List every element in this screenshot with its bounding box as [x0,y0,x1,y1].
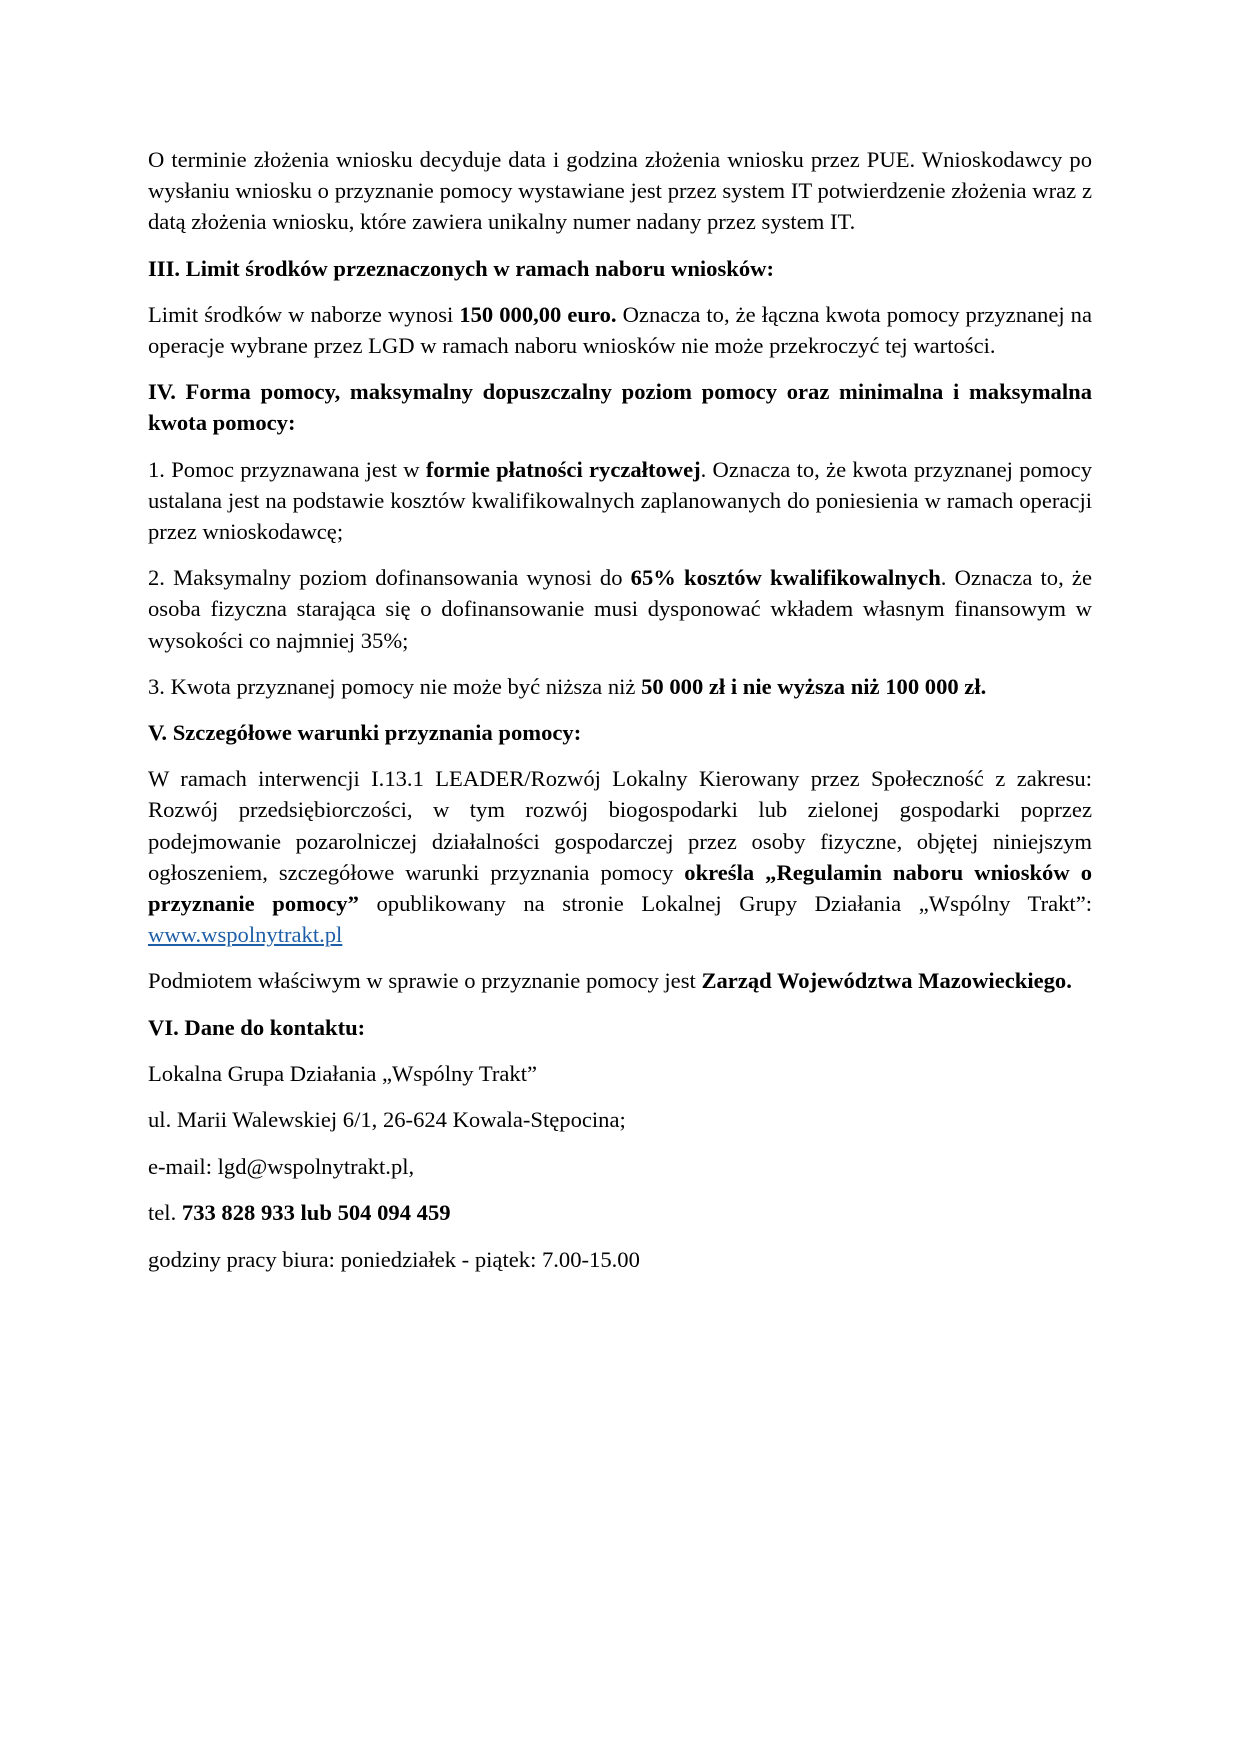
competent-authority-text: Podmiotem właściwym w sprawie o przyznanie pomocy jest [148,968,702,994]
section-3-heading: III. Limit środków przeznaczonych w ramach naboru wniosków: [148,255,774,281]
aid-form-item-3 [148,671,1092,702]
contact-phone-label: tel. [148,1200,182,1226]
aid-amount-range: 50 000 zł i nie wyższa niż 100 000 zł. [641,673,987,699]
funding-limit-amount: 150 000,00 euro. [459,301,617,327]
aid-form-item-1 [148,454,1092,548]
regulations-reference: określa „Regulamin naboru wniosków o przyznanie pomocy” [148,859,1092,917]
aid-form-item-3-text: 3. Kwota przyznanej pomocy nie może być niższa niż [148,673,642,699]
funding-limit-explanation: Oznacza to, że łączna kwota pomocy przyznanej na operacje wybrane przez LGD w ramach naboru wniosków nie może przekroczyć tej wartości. [148,301,1092,359]
max-cofinancing-level: 65% kosztów kwalifikowalnych [630,565,941,591]
aid-form-item-2 [148,562,1092,656]
competent-authority-name: Zarząd Województwa Mazowieckiego. [701,968,1072,994]
regulations-publication-text: opublikowany na stronie Lokalnej Grupy Działania „Wspólny Trakt”: [358,891,1092,917]
aid-form-lump-sum: formie płatności ryczałtowej [425,456,701,482]
competent-authority-paragraph [148,965,1092,996]
aid-form-item-2-text: 2. Maksymalny poziom dofinansowania wynosi do [148,565,631,591]
detailed-conditions-text: W ramach interwencji I.13.1 LEADER/Rozwój Lokalny Kierowany przez Społeczność z zakresu: Rozwój przedsiębiorczości, w tym rozwój biogospodarki lub zielonej gospodarki poprzez podejmowanie pozarolniczej działalności gospodarczej przez osoby fizyczne, objętej niniejszym ogłoszeniem, szczegółowe warunki przyznania pomocy [148,766,1092,885]
aid-form-item-1-explanation: . Oznacza to, że kwota przyznanej pomocy ustalana jest na podstawie kosztów kwalifikowalnych zaplanowanych do poniesienia w ramach operacji przez wnioskodawcę; [148,456,1092,545]
funding-limit-text: Limit środków w naborze wynosi [148,301,460,327]
section-5-heading: V. Szczegółowe warunki przyznania pomocy: [148,720,582,746]
contact-phone-numbers: 733 828 933 lub 504 094 459 [181,1200,451,1226]
aid-form-item-1-text: 1. Pomoc przyznawana jest w [148,456,426,482]
document-page [148,144,1092,1290]
contact-address: ul. Marii Walewskiej 6/1, 26-624 Kowala-Stępocina; [148,1107,626,1133]
contact-phone [148,1197,1092,1228]
section-4-heading: IV. Forma pomocy, maksymalny dopuszczalny poziom pomocy oraz minimalna i maksymalna kwota pomocy: [148,379,1092,436]
contact-email: e-mail: lgd@wspolnytrakt.pl, [148,1153,415,1179]
contact-organization: Lokalna Grupa Działania „Wspólny Trakt” [148,1060,538,1086]
office-hours: godziny pracy biura: poniedziałek - piątek: 7.00-15.00 [148,1246,640,1272]
section-6-heading: VI. Dane do kontaktu: [148,1014,366,1040]
intro-paragraph: O terminie złożenia wniosku decyduje data i godzina złożenia wniosku przez PUE. Wnioskodawcy po wysłaniu wniosku o przyznanie pomocy wystawiane jest przez system IT potwierdzenie złożenia wraz z datą złożenia wniosku, które zawiera unikalny numer nadany przez system IT. [148,147,1092,235]
funding-limit-paragraph [148,299,1092,361]
detailed-conditions-paragraph [148,763,1092,950]
website-link[interactable]: www.wspolnytrakt.pl [148,922,343,948]
aid-form-item-2-explanation: . Oznacza to, że osoba fizyczna starająca się o dofinansowanie musi dysponować wkładem własnym finansowym w wysokości co najmniej 35%; [148,565,1092,653]
